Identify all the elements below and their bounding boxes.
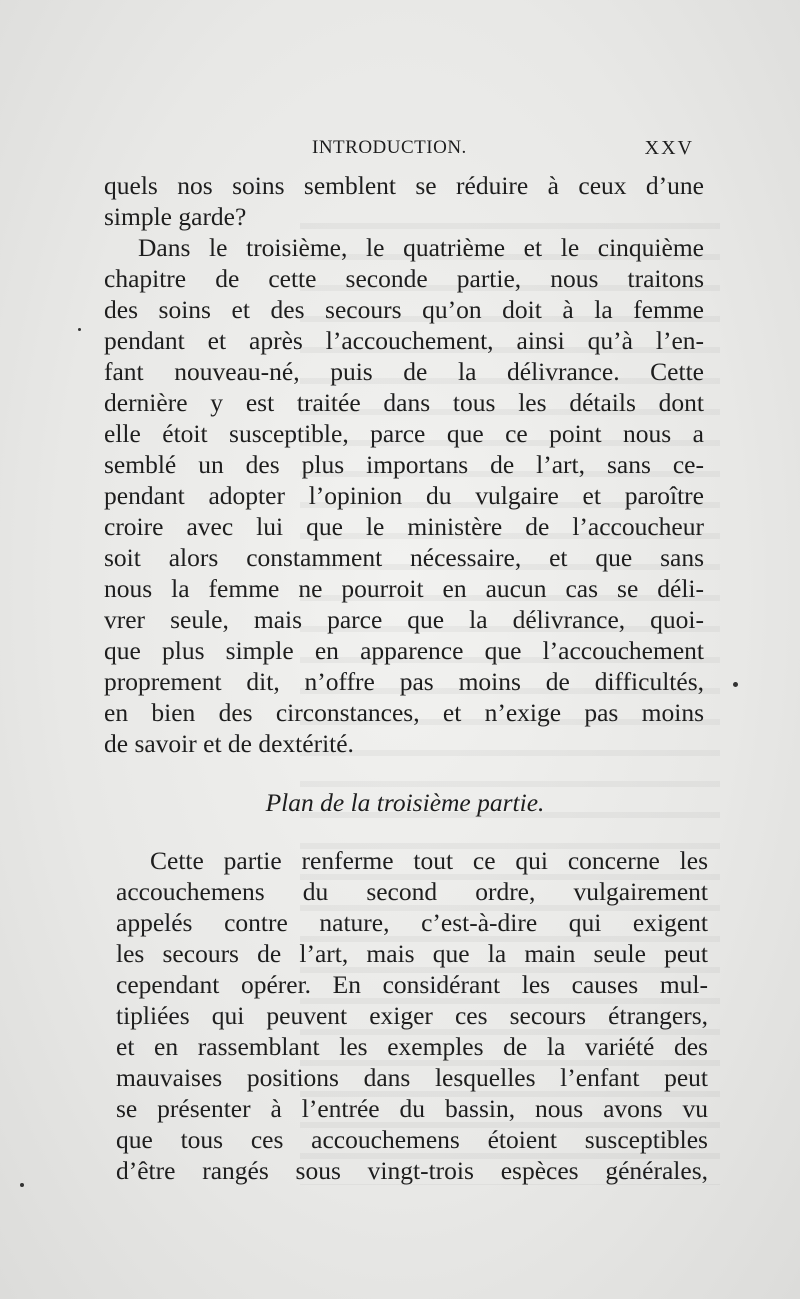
text-line: soit alors constamment nécessaire, et que sans	[104, 543, 704, 572]
running-head: INTRODUCTION.	[312, 137, 467, 158]
text-line: Dans le troisième, le quatrième et le cinquième	[138, 233, 704, 262]
text-line: se présenter à l’entrée du bassin, nous avons vu	[116, 1094, 708, 1123]
text-line: mauvaises positions dans lesquelles l’enfant peut	[116, 1063, 708, 1092]
text-line: et en rassemblant les exemples de la variété des	[116, 1032, 708, 1061]
text-line: chapitre de cette seconde partie, nous traitons	[104, 264, 704, 293]
body-text-lower	[116, 845, 708, 1186]
text-line: nous la femme ne pourroit en aucun cas se déli-	[104, 574, 704, 603]
text-line: simple garde?	[104, 202, 247, 231]
text-line: de savoir et de dextérité.	[104, 729, 354, 758]
ink-speck	[733, 682, 738, 687]
ink-speck	[20, 1183, 24, 1187]
text-line: accouchemens du second ordre, vulgairement	[116, 877, 708, 906]
ink-speck	[78, 328, 81, 331]
text-line: dernière y est traitée dans tous les détails dont	[104, 388, 704, 417]
text-line: les secours de l’art, mais que la main seule peut	[116, 939, 708, 968]
text-line: d’être rangés sous vingt-trois espèces générales,	[116, 1156, 708, 1185]
text-line: semblé un des plus importans de l’art, sans ce-	[104, 450, 704, 479]
page-header	[312, 137, 694, 163]
text-line: pendant et après l’accouchement, ainsi qu’à l’en-	[104, 326, 704, 355]
text-line: en bien des circonstances, et n’exige pas moins	[104, 698, 704, 727]
page-number: XXV	[644, 137, 694, 159]
text-line: proprement dit, n’offre pas moins de difficultés,	[104, 667, 704, 696]
text-line: tipliées qui peuvent exiger ces secours étrangers,	[116, 1001, 708, 1030]
text-line: elle étoit susceptible, parce que ce point nous a	[104, 419, 704, 448]
text-line: des soins et des secours qu’on doit à la femme	[104, 295, 704, 324]
text-line: pendant adopter l’opinion du vulgaire et paroître	[104, 481, 704, 510]
section-heading: Plan de la troisième partie.	[265, 788, 545, 817]
text-line: que tous ces accouchemens étoient susceptibles	[116, 1125, 708, 1154]
text-line: quels nos soins semblent se réduire à ceux d’une	[104, 171, 704, 200]
text-line: Cette partie renferme tout ce qui concerne les	[150, 846, 708, 875]
text-line: vrer seule, mais parce que la délivrance, quoi-	[104, 605, 704, 634]
text-line: cependant opérer. En considérant les causes mul-	[116, 970, 708, 999]
text-line: fant nouveau-né, puis de la délivrance. Cette	[104, 357, 704, 386]
text-line: appelés contre nature, c’est-à-dire qui exigent	[116, 908, 708, 937]
text-line: que plus simple en apparence que l’accouchement	[104, 636, 704, 665]
text-line: croire avec lui que le ministère de l’accoucheur	[104, 512, 704, 541]
body-text-upper	[104, 170, 704, 759]
